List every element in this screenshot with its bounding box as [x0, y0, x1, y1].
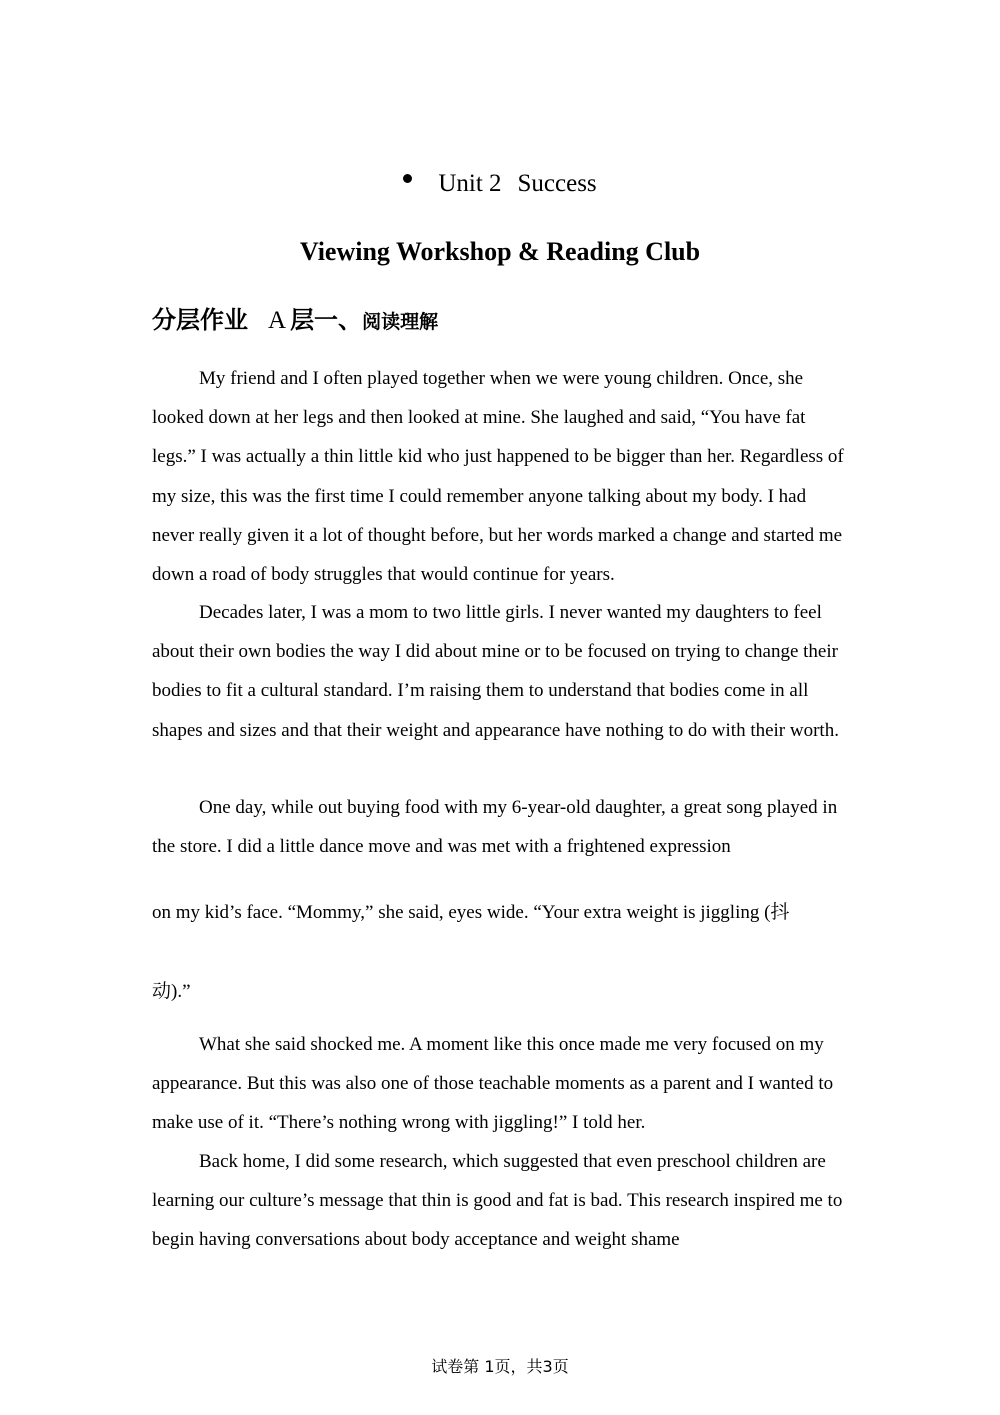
passage-paragraph-2: Decades later, I was a mom to two little girls. I never wanted my daughters to feel about their own bodies the way I did about mine or to be focused on trying to change their bodies to fit a cultural standard. I’m raising them to understand that bodies come in all shapes and sizes and that their weight and appearance have nothing to do with their worth.	[152, 602, 839, 741]
passage-paragraph-5: Back home, I did some research, which suggested that even preschool children are learning our culture’s message that thin is good and fat is bad. This research inspired me to begin having conversations about body acceptance and weight shame	[152, 1151, 843, 1251]
unit-name: Success	[517, 170, 597, 197]
unit-title	[0, 166, 1000, 202]
passage-paragraph-1: My friend and I often played together when we were young children. Once, she looked down at her legs and then looked at mine. She laughed and said, “You have fat legs.” I was actually a thin little kid who just happened to be bigger than her. Regardless of my size, this was the first time I could remember anyone talking about my body. I had never really given it a lot of thought before, but her words marked a change and started me down a road of body struggles that would continue for years.	[152, 368, 844, 586]
lesson-subtitle: Viewing Workshop & Reading Club	[299, 237, 701, 266]
bullet-icon	[403, 174, 412, 183]
passage-paragraph-4: What she said shocked me. A moment like this once made me very focused on my appearance. But this was also one of those teachable moments as a parent and I wanted to make use of it. “There’s nothing wrong with jiggling!” I told her.	[152, 1034, 834, 1134]
page-footer: 试卷第 1页，共3页	[431, 1357, 569, 1376]
passage-paragraph-3-cont: on my kid’s face. “Mommy,” she said, eyes wide. “Your extra weight is jiggling (抖	[152, 902, 790, 923]
passage-paragraph-3: One day, while out buying food with my 6-year-old daughter, a great song played in the store. I did a little dance move and was met with a frightened expression	[152, 797, 838, 858]
section-title: 分层作业	[152, 306, 248, 334]
section-task: 阅读理解	[362, 311, 439, 333]
passage-paragraph-3-end: 动).”	[152, 981, 191, 1002]
section-level: A	[268, 307, 287, 334]
section-layer: 层一、	[290, 306, 363, 334]
unit-label: Unit 2	[438, 170, 502, 197]
section-heading	[152, 302, 438, 342]
